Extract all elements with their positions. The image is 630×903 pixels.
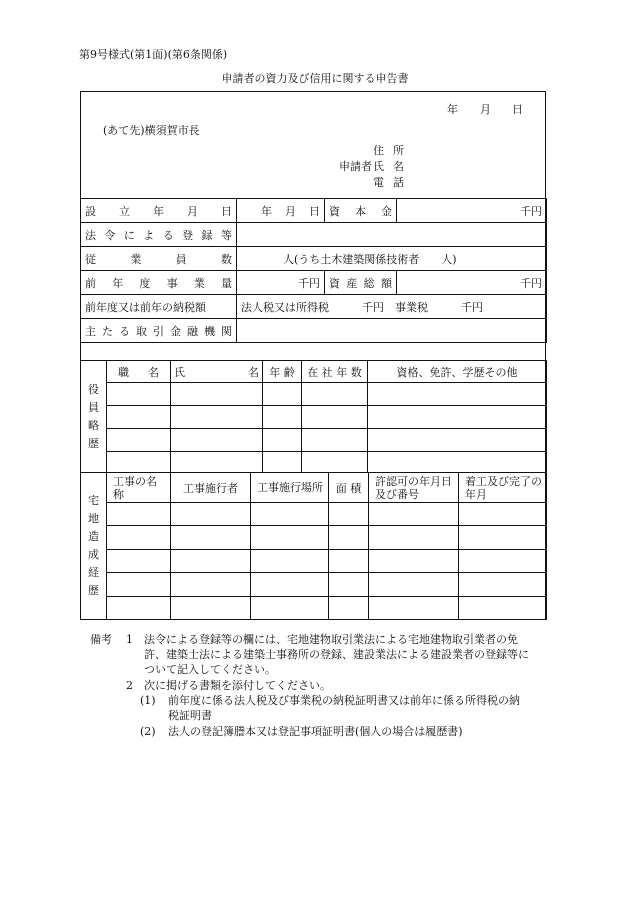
note-2-number: 2 — [126, 679, 133, 692]
employees-label: 従 業 員 数 — [81, 247, 237, 271]
employees-field[interactable]: 人(うち土木建築関係技術者 人) — [237, 247, 547, 271]
note-1-line-2: 許、建築士法による建築士事務所の登録、建設業法による建設業者の登録等に — [144, 648, 529, 661]
date-month[interactable]: 月 — [480, 103, 491, 116]
officers-side-label: 役 員 略 歴 — [81, 361, 107, 473]
development-row[interactable] — [81, 503, 547, 526]
col-age: 年 齢 — [263, 361, 302, 383]
registration-label: 法 令 に よ る 登 録 等 — [81, 223, 237, 247]
development-row[interactable] — [81, 550, 547, 573]
col-permit: 許認可の年月日及び番号 — [369, 473, 459, 503]
phone-label-2: 話 — [393, 176, 404, 189]
established-label: 設 立 年 月 日 — [81, 199, 237, 223]
officer-row[interactable] — [81, 406, 547, 429]
date-year[interactable]: 年 — [447, 103, 458, 116]
development-row[interactable] — [81, 573, 547, 597]
assets-field[interactable]: 千円 — [397, 271, 547, 295]
row-employees — [81, 247, 547, 271]
applicant-label: 申請者 — [339, 160, 372, 173]
bank-label: 主 た る 取 引 金 融 機 関 — [81, 319, 237, 343]
col-work-name: 工事の名称 — [107, 473, 171, 503]
development-side-label: 宅 地 造 成 経 歴 — [81, 473, 107, 620]
officers-header-row — [81, 361, 547, 383]
development-history-table — [80, 472, 547, 620]
row-bank — [81, 319, 547, 343]
notes-heading: 備考 — [90, 633, 112, 646]
development-header-row — [81, 473, 547, 503]
subnote-1-number: (1) — [140, 694, 156, 707]
bank-field[interactable] — [237, 319, 547, 343]
established-date-field[interactable]: 年 月 日 — [237, 199, 325, 223]
company-info-table — [80, 198, 547, 343]
col-qualifications: 資格、免許、学歴その他 — [368, 361, 547, 383]
phone-label-1: 電 — [373, 176, 384, 189]
note-1-line-3: ついて記入してください。 — [144, 663, 276, 676]
assets-label: 資 産 総 額 — [325, 271, 397, 295]
name-label-2: 名 — [393, 160, 404, 173]
row-registration — [81, 223, 547, 247]
tax-label: 前年度又は前年の納税額 — [81, 295, 237, 319]
col-name: 氏 名 — [171, 361, 263, 383]
form-title: 申請者の資力及び信用に関する申告書 — [221, 72, 409, 85]
form-number: 第9号様式(第1面)(第6条関係) — [79, 48, 228, 61]
subnote-1-line-2: 税証明書 — [168, 709, 212, 722]
col-contractor: 工事施行者 — [171, 473, 251, 503]
subnote-1-line-1: 前年度に係る法人税及び事業税の納税証明書又は前年に係る所得税の納 — [168, 694, 520, 707]
officer-row[interactable] — [81, 429, 547, 452]
col-area: 面 積 — [329, 473, 369, 503]
row-tax — [81, 295, 547, 319]
officer-row[interactable] — [81, 452, 547, 473]
officers-table — [80, 360, 547, 473]
officer-row[interactable] — [81, 383, 547, 406]
note-1-line-1: 法令による登録等の欄には、宅地建物取引業法による宅地建物取引業者の免 — [144, 633, 518, 646]
tax-field[interactable]: 法人税又は所得税 千円 事業税 千円 — [237, 295, 547, 319]
name-label-1: 氏 — [373, 160, 384, 173]
row-established — [81, 199, 547, 223]
note-2-text: 次に掲げる書類を添付してください。 — [144, 679, 331, 692]
development-row[interactable] — [81, 526, 547, 550]
addressee: (あて先)横須賀市長 — [103, 124, 200, 137]
subnote-2-number: (2) — [140, 725, 156, 738]
col-position: 職 名 — [107, 361, 171, 383]
row-sales — [81, 271, 547, 295]
development-row[interactable] — [81, 597, 547, 620]
col-period: 着工及び完了の年月 — [459, 473, 547, 503]
capital-field[interactable]: 千円 — [397, 199, 547, 223]
date-day[interactable]: 日 — [512, 103, 523, 116]
note-1-number: 1 — [126, 633, 133, 646]
address-label-2: 所 — [393, 144, 404, 157]
registration-field[interactable] — [237, 223, 547, 247]
address-label-1: 住 — [373, 144, 384, 157]
sales-field[interactable]: 千円 — [237, 271, 325, 295]
col-years: 在 社 年 数 — [302, 361, 368, 383]
subnote-2-text: 法人の登記簿謄本又は登記事項証明書(個人の場合は履歴書) — [168, 725, 463, 738]
capital-label: 資 本 金 — [325, 199, 397, 223]
col-site: 工事施行場所 — [251, 473, 329, 503]
sales-label: 前 年 度 事 業 量 — [81, 271, 237, 295]
